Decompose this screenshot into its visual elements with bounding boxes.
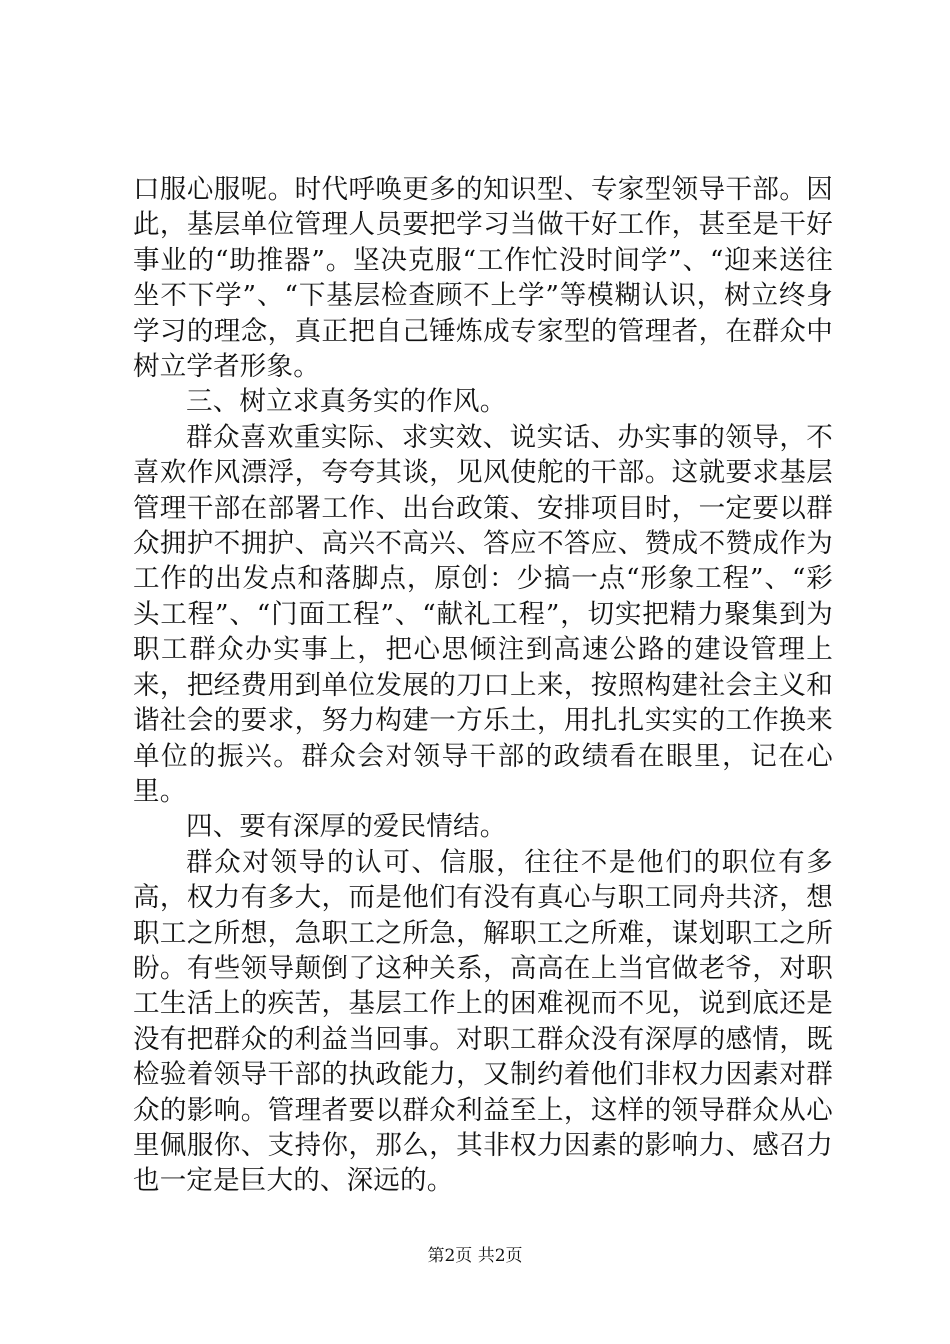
section-heading-3: 三、树立求真务实的作风。 bbox=[186, 386, 507, 418]
document-body bbox=[133, 172, 833, 1199]
paragraph-section-3: 群众喜欢重实际、求实效、说实话、办实事的领导，不喜欢作风漂浮，夸夸其谈，见风使舵的干部。这就要求基层管理干部在部署工作、出台政策、安排项目时，一定要以群众拥护不拥护、高兴不高兴、答应不答应、赞成不赞成作为工作的出发点和落脚点，原创：少搞一点“形象工程”、“彩头工程”、“门面工程”、“献礼工程”，切实把精力聚集到为职工群众办实事上，把心思倾注到高速公路的建设管理上来，把经费用到单位发展的刀口上来，按照构建社会主义和谐社会的要求，努力构建一方乐土，用扎扎实实的工作换来单位的振兴。群众会对领导干部的政绩看在眼里，记在心里。 bbox=[133, 421, 833, 807]
paragraph-section-4: 群众对领导的认可、信服，往往不是他们的职位有多高，权力有多大，而是他们有没有真心与职工同舟共济，想职工之所想，急职工之所急，解职工之所难，谋划职工之所盼。有些领导颠倒了这种关系，高高在上当官做老爷，对职工生活上的疾苦，基层工作上的困难视而不见，说到底还是没有把群众的利益当回事。对职工群众没有深厚的感情，既检验着领导干部的执政能力，又制约着他们非权力因素对群众的影响。管理者要以群众利益至上，这样的领导群众从心里佩服你、支持你，那么，其非权力因素的影响力、感召力也一定是巨大的、深远的。 bbox=[133, 846, 833, 1197]
page-footer: 第2页 共2页 bbox=[427, 1246, 523, 1266]
section-heading-4: 四、要有深厚的爱民情结。 bbox=[186, 811, 507, 843]
paragraph-continuation: 口服心服呢。时代呼唤更多的知识型、专家型领导干部。因此，基层单位管理人员要把学习当做干好工作，甚至是干好事业的“助推器”。坚决克服“工作忙没时间学”、“迎来送往坐不下学”、“下基层检查顾不上学”等模糊认识，树立终身学习的理念，真正把自己锤炼成专家型的管理者，在群众中树立学者形象。 bbox=[133, 174, 833, 383]
